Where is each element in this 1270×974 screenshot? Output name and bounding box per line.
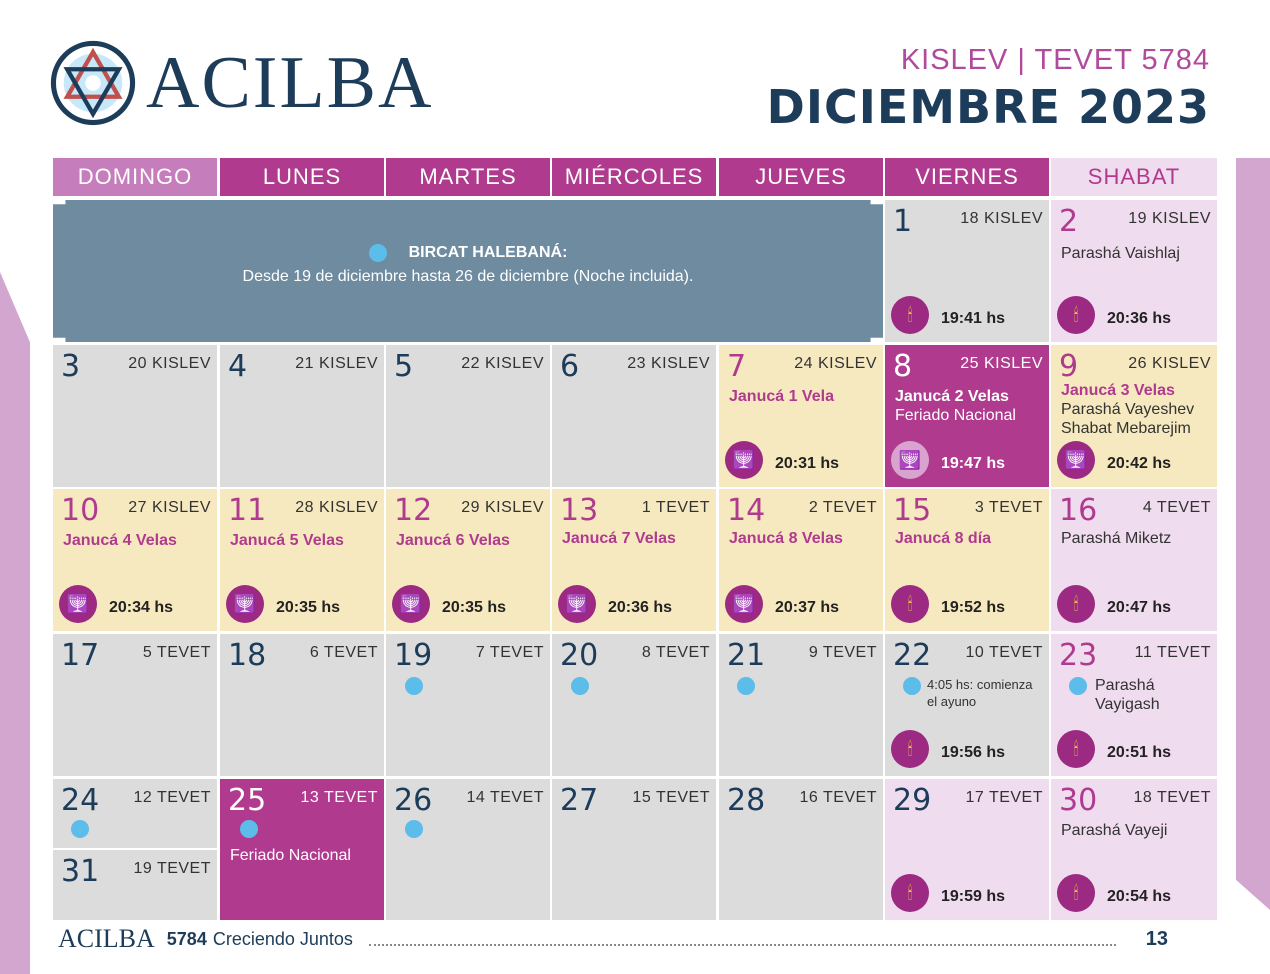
hanukkah-label: Janucá 2 Velas <box>895 388 1009 405</box>
star-of-david-logo-icon <box>50 40 136 126</box>
candle-icon: 🕯 <box>1057 874 1095 912</box>
day-cell-17[interactable] <box>53 634 217 776</box>
day-cell-18[interactable] <box>220 634 384 776</box>
hebrew-date: 29 KISLEV <box>461 499 544 516</box>
hebrew-date: 19 KISLEV <box>1128 210 1211 227</box>
parasha-label: Parashá Vaishlaj <box>1061 245 1180 262</box>
day-number: 22 <box>893 638 932 673</box>
candle-lighting-time: 20:35 hs <box>442 599 507 616</box>
day-number: 6 <box>560 349 580 384</box>
day-cell-16[interactable] <box>1051 489 1217 631</box>
day-number: 15 <box>893 493 932 528</box>
day-number: 24 <box>61 783 100 818</box>
menorah-icon: 🕎 <box>392 585 430 623</box>
day-cell-20[interactable] <box>552 634 716 776</box>
day-cell-31[interactable] <box>53 850 217 920</box>
candle-lighting-time: 20:34 hs <box>109 599 174 616</box>
day-number: 11 <box>228 493 267 528</box>
hebrew-date: 19 TEVET <box>133 860 211 877</box>
fast-start-label-2: el ayuno <box>927 694 977 709</box>
day-cell-7[interactable] <box>719 345 883 487</box>
day-cell-21[interactable] <box>719 634 883 776</box>
hebrew-date: 1 TEVET <box>641 499 710 516</box>
banner-title: BIRCAT HALEBANÁ: <box>408 244 568 261</box>
footer-year: 5784 <box>166 928 207 949</box>
parasha-label: Parashá Vayeji <box>1061 822 1168 839</box>
hebrew-date: 14 TEVET <box>466 789 544 806</box>
day-cell-28[interactable] <box>719 779 883 920</box>
day-number: 29 <box>893 783 932 818</box>
hanukkah-label: Janucá 4 Velas <box>63 532 177 549</box>
day-number: 8 <box>893 349 913 384</box>
day-number: 1 <box>893 204 913 239</box>
day-cell-19[interactable] <box>386 634 550 776</box>
day-number: 28 <box>727 783 766 818</box>
hebrew-date: 28 KISLEV <box>295 499 378 516</box>
page-number: 13 <box>1145 927 1168 950</box>
day-number: 25 <box>228 783 267 818</box>
hebrew-date: 6 TEVET <box>309 644 378 661</box>
day-number: 27 <box>560 783 599 818</box>
moon-dot-icon <box>405 820 423 838</box>
hebrew-date: 15 TEVET <box>632 789 710 806</box>
day-number: 2 <box>1059 204 1079 239</box>
day-header-domingo: DOMINGO <box>53 158 217 196</box>
day-number: 12 <box>394 493 433 528</box>
candles-icon: 🕯 <box>891 730 929 768</box>
parasha-label: Parashá Vayeshev <box>1061 401 1195 418</box>
day-header-jueves: JUEVES <box>719 158 883 196</box>
moon-dot-icon <box>71 820 89 838</box>
day-cell-13[interactable] <box>552 489 716 631</box>
hebrew-date: 9 TEVET <box>808 644 877 661</box>
day-number: 26 <box>394 783 433 818</box>
menorah-icon: 🕎 <box>1057 441 1095 479</box>
day-number: 31 <box>61 854 100 889</box>
hanukkah-label: Janucá 5 Velas <box>230 532 344 549</box>
footer-slogan: Creciendo Juntos <box>212 928 353 949</box>
day-number: 20 <box>560 638 599 673</box>
hebrew-date: 21 KISLEV <box>295 355 378 372</box>
candle-lighting-time: 20:51 hs <box>1107 744 1172 761</box>
candle-lighting-time: 20:36 hs <box>1107 310 1172 327</box>
day-cell-26[interactable] <box>386 779 550 920</box>
holiday-label: Feriado Nacional <box>230 847 351 864</box>
parasha-label: Parashá <box>1095 677 1155 694</box>
candle-lighting-time: 20:31 hs <box>775 455 840 472</box>
day-number: 23 <box>1059 638 1098 673</box>
day-cell-4[interactable] <box>220 345 384 487</box>
candle-lighting-time: 19:52 hs <box>941 599 1006 616</box>
day-cell-1[interactable] <box>885 200 1049 342</box>
candle-lighting-time: 20:37 hs <box>775 599 840 616</box>
hebrew-date: 20 KISLEV <box>128 355 211 372</box>
candles-icon: 🕯 <box>891 296 929 334</box>
day-number: 19 <box>394 638 433 673</box>
shabat-mebarejim-label: Shabat Mebarejim <box>1061 420 1191 437</box>
moon-dot-icon <box>1069 677 1087 695</box>
day-number: 21 <box>727 638 766 673</box>
menorah-icon: 🕎 <box>725 585 763 623</box>
hebrew-date: 25 KISLEV <box>960 355 1043 372</box>
day-cell-2[interactable] <box>1051 200 1217 342</box>
day-header-viernes: VIERNES <box>885 158 1049 196</box>
candle-lighting-time: 20:54 hs <box>1107 888 1172 905</box>
moon-dot-icon <box>405 677 423 695</box>
day-cell-12[interactable] <box>386 489 550 631</box>
day-number: 13 <box>560 493 599 528</box>
acilba-logo <box>50 40 433 126</box>
page-footer <box>58 924 1178 954</box>
hanukkah-label: Janucá 8 Velas <box>729 530 843 547</box>
menorah-icon: 🕎 <box>558 585 596 623</box>
day-cell-9[interactable] <box>1051 345 1217 487</box>
hanukkah-label: Janucá 7 Velas <box>562 530 676 547</box>
day-number: 3 <box>61 349 81 384</box>
day-number: 5 <box>394 349 414 384</box>
day-cell-24[interactable] <box>53 779 217 848</box>
hanukkah-label: Janucá 1 Vela <box>729 388 834 405</box>
parasha-name: Vayigash <box>1095 696 1160 713</box>
candle-lighting-time: 20:36 hs <box>608 599 673 616</box>
day-number: 17 <box>61 638 100 673</box>
candle-lighting-time: 19:41 hs <box>941 310 1006 327</box>
candle-lighting-time: 20:35 hs <box>276 599 341 616</box>
moon-dot-icon <box>903 677 921 695</box>
menorah-icon: 🕎 <box>59 585 97 623</box>
day-cell-11[interactable] <box>220 489 384 631</box>
hebrew-date: 12 TEVET <box>133 789 211 806</box>
day-cell-29[interactable] <box>885 779 1049 920</box>
moon-dot-icon <box>240 820 258 838</box>
day-number: 14 <box>727 493 766 528</box>
menorah-icon: 🕎 <box>725 441 763 479</box>
day-cell-30[interactable] <box>1051 779 1217 920</box>
hebrew-date: 24 KISLEV <box>794 355 877 372</box>
hebrew-date: 18 TEVET <box>1133 789 1211 806</box>
day-cell-8[interactable] <box>885 345 1049 487</box>
hebrew-date: 11 TEVET <box>1134 644 1211 661</box>
candle-icon: 🕯 <box>1057 585 1095 623</box>
footer-logo: ACILBA <box>58 924 155 953</box>
candle-lighting-time: 20:42 hs <box>1107 455 1172 472</box>
candle-lighting-time: 20:47 hs <box>1107 599 1172 616</box>
candles-icon: 🕯 <box>891 874 929 912</box>
hanukkah-label: Janucá 6 Velas <box>396 532 510 549</box>
banner-text: Desde 19 de diciembre hasta 26 de diciembre (Noche incluida). <box>242 268 694 285</box>
day-cell-5[interactable] <box>386 345 550 487</box>
page-title: DICIEMBRE 2023 <box>766 80 1210 134</box>
day-cell-25[interactable] <box>220 779 384 920</box>
day-header-lunes: LUNES <box>220 158 384 196</box>
fast-start-label: 4:05 hs: comienza <box>927 677 1033 692</box>
day-cell-15[interactable] <box>885 489 1049 631</box>
hebrew-date: 23 KISLEV <box>627 355 710 372</box>
day-number: 18 <box>228 638 267 673</box>
hanukkah-label: Janucá 8 día <box>895 530 992 547</box>
day-cell-23[interactable] <box>1051 634 1217 776</box>
day-cell-22[interactable] <box>885 634 1049 776</box>
hanukkah-label: Janucá 3 Velas <box>1061 382 1175 399</box>
logo-wordmark: ACILBA <box>146 42 434 124</box>
footer-dotted-rule <box>369 932 1116 946</box>
candle-lighting-time: 19:59 hs <box>941 888 1006 905</box>
day-number: 9 <box>1059 349 1079 384</box>
day-number: 16 <box>1059 493 1098 528</box>
hebrew-date: 22 KISLEV <box>461 355 544 372</box>
day-number: 10 <box>61 493 100 528</box>
hebrew-date: 27 KISLEV <box>128 499 211 516</box>
hebrew-date: 3 TEVET <box>974 499 1043 516</box>
day-number: 30 <box>1059 783 1098 818</box>
candles-icon: 🕯 <box>891 585 929 623</box>
hebrew-date: 5 TEVET <box>142 644 211 661</box>
day-number: 4 <box>228 349 248 384</box>
holiday-label: Feriado Nacional <box>895 407 1016 424</box>
hebrew-date: 8 TEVET <box>641 644 710 661</box>
day-cell-6[interactable] <box>552 345 716 487</box>
candle-icon: 🕯 <box>1057 730 1095 768</box>
hebrew-date: 17 TEVET <box>965 789 1043 806</box>
moon-dot-icon <box>737 677 755 695</box>
menorah-icon: 🕎 <box>891 441 929 479</box>
left-decor-band <box>0 272 30 974</box>
hebrew-date: 4 TEVET <box>1142 499 1211 516</box>
day-header-miercoles: MIÉRCOLES <box>552 158 716 196</box>
day-cell-14[interactable] <box>719 489 883 631</box>
hebrew-month-subtitle: KISLEV | TEVET 5784 <box>900 44 1210 76</box>
moon-dot-icon <box>571 677 589 695</box>
day-cell-3[interactable] <box>53 345 217 487</box>
day-header-shabat: SHABAT <box>1051 158 1217 196</box>
menorah-icon: 🕎 <box>226 585 264 623</box>
hebrew-date: 16 TEVET <box>799 789 877 806</box>
hebrew-date: 10 TEVET <box>965 644 1043 661</box>
day-number: 7 <box>727 349 747 384</box>
hebrew-date: 2 TEVET <box>808 499 877 516</box>
hebrew-date: 13 TEVET <box>300 789 378 806</box>
hebrew-date: 7 TEVET <box>475 644 544 661</box>
candle-icon: 🕯 <box>1057 296 1095 334</box>
hebrew-date: 26 KISLEV <box>1128 355 1211 372</box>
right-decor-band <box>1236 158 1270 910</box>
parasha-label: Parashá Miketz <box>1061 530 1172 547</box>
candle-lighting-time: 19:47 hs <box>941 455 1006 472</box>
hebrew-date: 18 KISLEV <box>960 210 1043 227</box>
candle-lighting-time: 19:56 hs <box>941 744 1006 761</box>
day-cell-10[interactable] <box>53 489 217 631</box>
day-cell-27[interactable] <box>552 779 716 920</box>
day-header-martes: MARTES <box>386 158 550 196</box>
